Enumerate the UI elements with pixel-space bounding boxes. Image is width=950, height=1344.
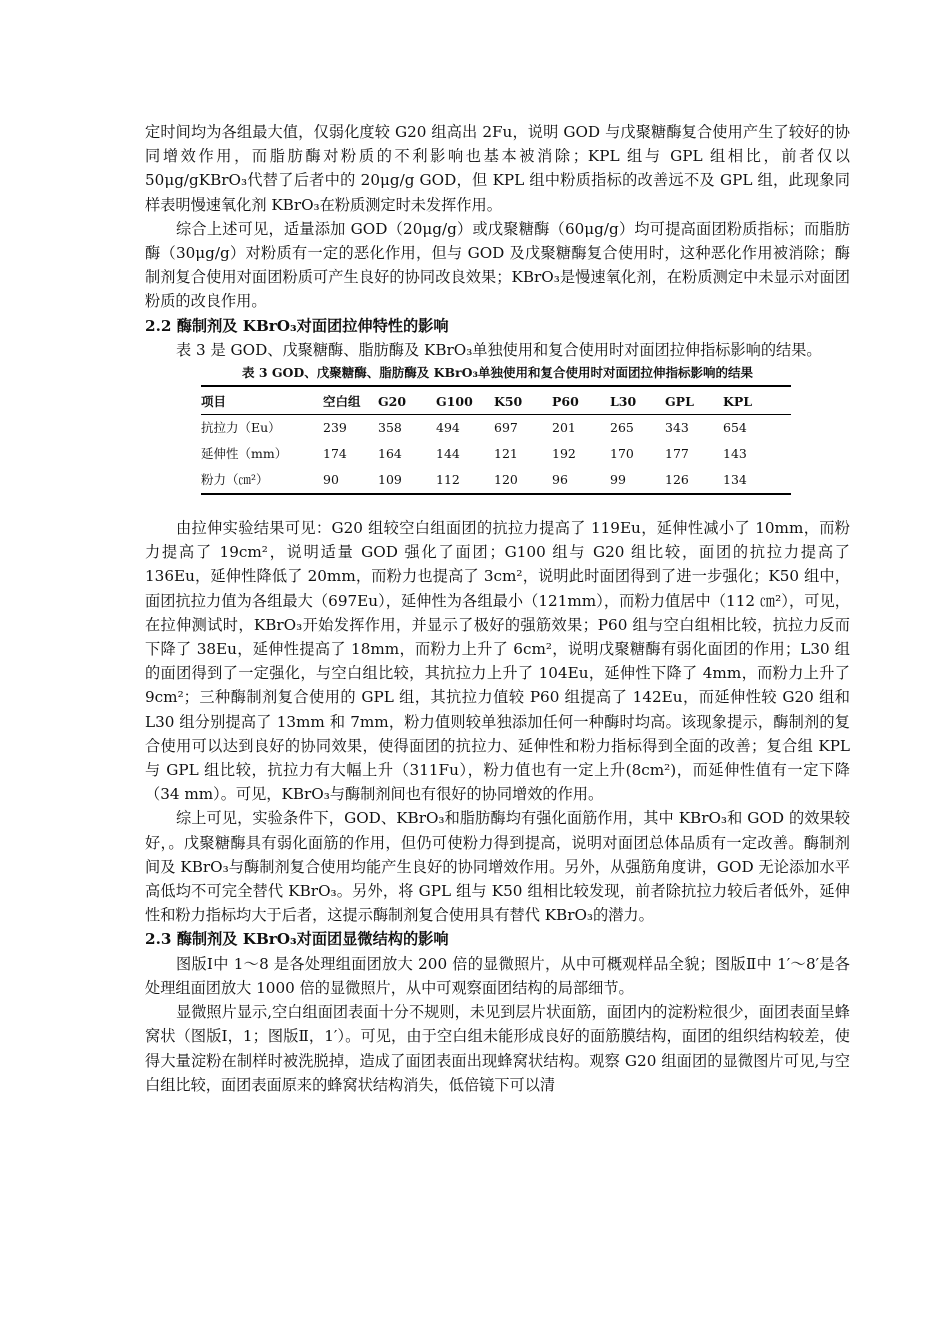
table-cell: 121 bbox=[494, 446, 518, 462]
table-header-cell: 项目 bbox=[201, 386, 323, 415]
table-header-cell: KPL bbox=[723, 386, 791, 415]
table-cell: 170 bbox=[610, 446, 634, 462]
table-cell: 177 bbox=[665, 446, 689, 462]
table-row bbox=[201, 467, 791, 494]
table-cell: 697 bbox=[494, 420, 518, 436]
table-header-cell: GPL bbox=[665, 386, 723, 415]
table-cell: 抗拉力（Eu） bbox=[201, 420, 281, 436]
table-cell: 265 bbox=[610, 420, 634, 436]
spacer bbox=[145, 495, 850, 516]
table-header-cell: 空白组 bbox=[323, 386, 378, 415]
table-row bbox=[201, 415, 791, 442]
table-cell: 109 bbox=[378, 467, 436, 494]
table-cell: 343 bbox=[665, 420, 689, 436]
paragraph-1: 定时间均为各组最大值，仅弱化度较 G20 组高出 2Fu，说明 GOD 与戊聚糖酶复合使用产生了较好的协同增效作用，而脂肪酶对粉质的不利影响也基本被消除；KPL 组与 GPL 组相比，前者仅以 50μg/gKBrO₃代替了后者中的 20μg/g GOD，但 KPL 组中粉质指标的改善远不及 GPL 组，此现象同样表明慢速氧化剂 KBrO₃在粉质测定时未发挥作用。 bbox=[145, 123, 850, 214]
table-cell: 延伸性（mm） bbox=[201, 446, 288, 462]
table-cell: 201 bbox=[552, 420, 576, 436]
table-cell: 494 bbox=[436, 420, 460, 436]
paragraph-5: 综上可见，实验条件下，GOD、KBrO₃和脂肪酶均有强化面筋作用，其中 KBrO₃和 GOD 的效果较好，。戊聚糖酶具有弱化面筋的作用，但仍可使粉力得到提高，说明对面团总体品质有一定改善。酶制剂间及 KBrO₃与酶制剂复合使用均能产生良好的协同增效作用。另外，从强筋角度讲，GOD 无论添加水平高低均不可完全替代 KBrO₃。另外，将 GPL 组与 K50 组相比较发现，前者除抗拉力较后者低外，延伸性和粉力指标均大于后者，这提示酶制剂复合使用具有替代 KBrO₃的潜力。 bbox=[145, 809, 850, 925]
table-cell: 120 bbox=[494, 467, 552, 494]
table-header-cell: P60 bbox=[552, 386, 610, 415]
table-row bbox=[201, 441, 791, 467]
table-cell: 144 bbox=[436, 446, 460, 462]
paragraph-4: 由拉伸实验结果可见：G20 组较空白组面团的抗拉力提高了 119Eu，延伸性减小了 10mm，而粉力提高了 19cm²，说明适量 GOD 强化了面团；G100 组与 G20 组比较，面团的抗拉力提高了 136Eu，延伸性降低了 20mm，而粉力也提高了 3cm²，说明此时面团得到了进一步强化；K50 组中，面团抗拉力值为各组最大（697Eu），延伸性为各组最小（121mm），而粉力值居中（112 ㎝²），可见，在拉伸测试时，KBrO₃开始发挥作用，并显示了极好的强筋效果；P60 组与空白组相比较，抗拉力反而下降了 38Eu，延伸性提高了 18mm，而粉力上升了 6cm²，说明戊聚糖酶有弱化面团的作用；L30 组的面团得到了一定强化，与空白组比较，其抗拉力上升了 104Eu，延伸性下降了 4mm，而粉力上升了 9cm²；三种酶制剂复合使用的 GPL 组，其抗拉力值较 P60 组提高了 142Eu，而延伸性较 G20 组和 L30 组分别提高了 13mm 和 7mm，粉力值则较单独添加任何一种酶时均高。该现象提示，酶制剂的复合使用可以达到良好的协同效果，使得面团的抗拉力、延伸性和粉力指标得到全面的改善；复合组 KPL 与 GPL 组比较，抗拉力有大幅上升（311Fu），粉力值也有一定上升(8cm²)，而延伸性值有一定下降（34 mm）。可见，KBrO₃与酶制剂间也有很好的协同增效的作用。 bbox=[145, 519, 850, 804]
table-cell: 239 bbox=[323, 420, 347, 436]
table-cell: 粉力（㎝²） bbox=[201, 467, 323, 494]
table-cell: 96 bbox=[552, 467, 610, 494]
table-cell: 164 bbox=[378, 446, 402, 462]
paragraph-6: 图版Ⅰ中 1～8 是各处理组面团放大 200 倍的显微照片，从中可概观样品全貌；图版Ⅱ中 1′～8′是各处理组面团放大 1000 倍的显微照片，从中可观察面团结构的局部细节。 bbox=[145, 954, 850, 997]
table-cell: 192 bbox=[552, 446, 576, 462]
table-header-cell: K50 bbox=[494, 386, 552, 415]
section-heading-2-2: 2.2 酶制剂及 KBrO₃对面团拉伸特性的影响 bbox=[145, 316, 449, 335]
table-cell: 90 bbox=[323, 467, 378, 494]
section-heading-2-3: 2.3 酶制剂及 KBrO₃对面团显微结构的影响 bbox=[145, 930, 449, 949]
table-cell: 126 bbox=[665, 467, 723, 494]
table-cell: 143 bbox=[723, 446, 747, 462]
table-cell: 134 bbox=[723, 467, 791, 494]
paragraph-7: 显微照片显示,空白组面团表面十分不规则，未见到层片状面筋，面团内的淀粉粒很少，面团表面呈蜂窝状（图版Ⅰ，1；图版Ⅱ，1′）。可见，由于空白组未能形成良好的面筋膜结构，面团的组织结构较差，使得大量淀粉在制样时被洗脱掉，造成了面团表面出现蜂窝状结构。观察 G20 组面团的显微图片可见,与空白组比较，面团表面原来的蜂窝状结构消失，低倍镜下可以清 bbox=[145, 1003, 850, 1094]
table-cell: 112 bbox=[436, 467, 494, 494]
paragraph-2: 综合上述可见，适量添加 GOD（20μg/g）或戊聚糖酶（60μg/g）均可提高面团粉质指标；而脂肪酶（30μg/g）对粉质有一定的恶化作用，但与 GOD 及戊聚糖酶复合使用时，这种恶化作用被消除；酶制剂复合使用对面团粉质可产生良好的协同改良效果；KBrO₃是慢速氧化剂，在粉质测定中未显示对面团粉质的改良作用。 bbox=[145, 219, 850, 311]
paragraph-3: 表 3 是 GOD、戊聚糖酶、脂肪酶及 KBrO₃单独使用和复合使用时对面团拉伸指标影响的结果。 bbox=[176, 340, 822, 359]
table-3-caption: 表 3 GOD、戊聚糖酶、脂肪酶及 KBrO₃单独使用和复合使用时对面团拉伸指标影响的结果 bbox=[241, 365, 754, 381]
page-content bbox=[145, 120, 850, 1097]
table-header-cell: G100 bbox=[436, 386, 494, 415]
table-3 bbox=[201, 385, 791, 495]
table-cell: 99 bbox=[610, 467, 665, 494]
table-cell: 358 bbox=[378, 420, 402, 436]
table-header-cell: G20 bbox=[378, 386, 436, 415]
table-cell: 174 bbox=[323, 446, 347, 462]
table-header-row bbox=[201, 386, 791, 415]
table-header-cell: L30 bbox=[610, 386, 665, 415]
table-cell: 654 bbox=[723, 420, 747, 436]
